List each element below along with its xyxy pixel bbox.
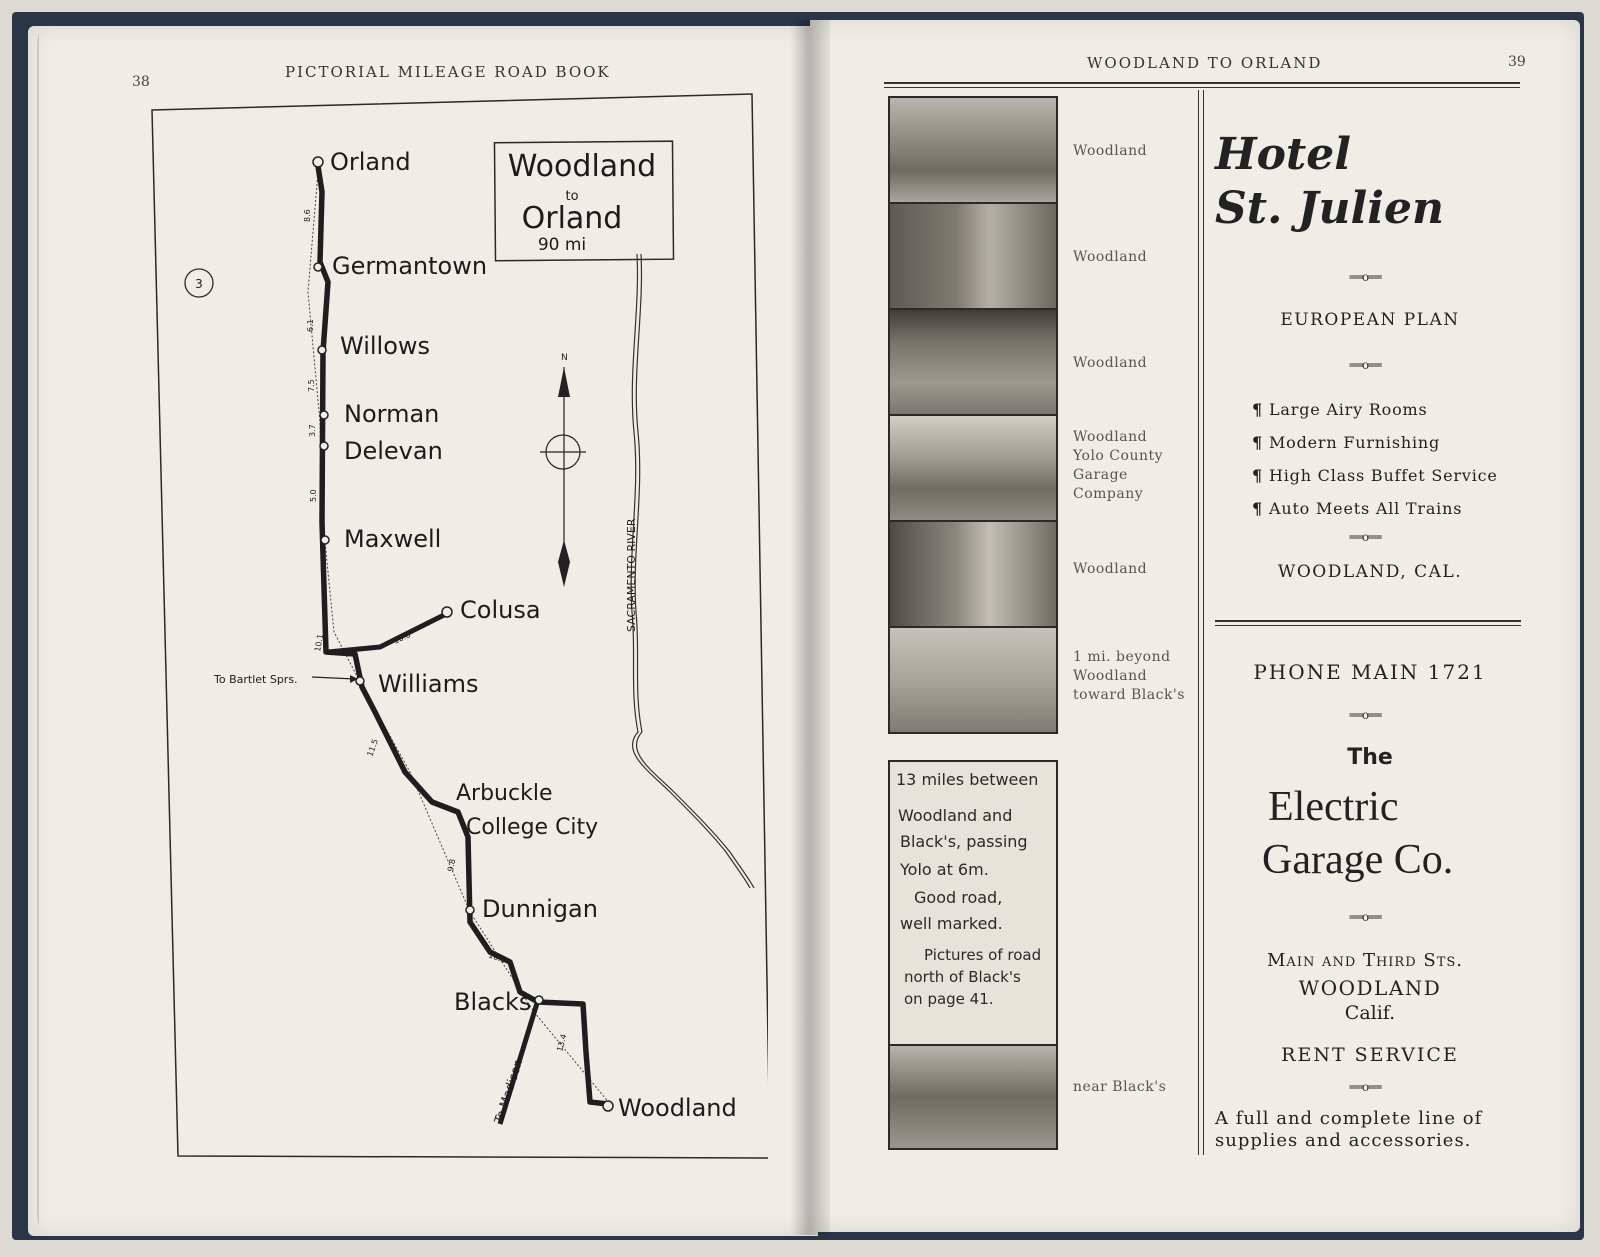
town-colusa: Colusa (460, 596, 541, 624)
hotel-feature: ¶ High Class Buffet Service (1252, 466, 1498, 485)
note-line: 13 miles between (896, 770, 1039, 789)
town-williams: Williams (378, 670, 479, 698)
town-blacks: Blacks (454, 988, 532, 1016)
mileage-label: 10.1 (313, 633, 326, 653)
page-number-left: 38 (132, 74, 150, 90)
note-line: Good road, (914, 888, 1003, 907)
mileage-label: 3.7 (308, 424, 317, 437)
note-line: Yolo at 6m. (900, 860, 989, 879)
note-line: well marked. (900, 914, 1003, 933)
town-arbuckle: Arbuckle (456, 781, 553, 806)
road-photo-5 (888, 520, 1058, 628)
garage-state: Calif. (1344, 1002, 1396, 1024)
ornament-divider: ══o══ (1349, 910, 1381, 924)
map-title-distance: 90 mi (537, 235, 587, 255)
town-germantown: Germantown (332, 252, 488, 280)
hotel-name-line2: St. Julien (1215, 183, 1444, 234)
hotel-location: WOODLAND, CAL. (1277, 562, 1463, 582)
bartlett-springs-label: To Bartlet Sprs. (214, 673, 298, 686)
route-map (150, 92, 768, 1160)
mileage-label: 6.1 (306, 319, 315, 332)
note-line: Pictures of road (924, 946, 1042, 964)
road-photo-1 (888, 96, 1058, 204)
note-line: on page 41. (904, 990, 994, 1008)
photo-caption: 1 mi. beyond Woodland toward Black's (1073, 649, 1185, 703)
compass-label: N (561, 353, 568, 363)
map-circle-number: 3 (195, 277, 203, 291)
garage-tagline-1: A full and complete line of (1215, 1108, 1483, 1129)
town-dunnigan: Dunnigan (482, 895, 598, 923)
photo-caption: Woodland Yolo County Garage Company (1073, 429, 1164, 502)
road-photo-3 (888, 308, 1058, 416)
road-photo-6 (888, 626, 1058, 734)
road-photo-4 (888, 414, 1058, 522)
garage-the: The (1347, 745, 1393, 770)
garage-address: Main and Third Sts. (1267, 950, 1463, 971)
note-line: north of Black's (904, 968, 1021, 986)
ornament-divider: ══o══ (1349, 270, 1381, 284)
page-number-right: 39 (1508, 54, 1526, 70)
ornament-divider: ══o══ (1349, 1080, 1381, 1094)
town-willows: Willows (340, 332, 431, 360)
hotel-name (1215, 128, 1455, 236)
hotel-plan: EUROPEAN PLAN (1280, 310, 1460, 330)
garage-service: RENT SERVICE (1281, 1044, 1459, 1066)
garage-name-line2: Garage Co. (1262, 837, 1454, 883)
garage-city: WOODLAND (1298, 976, 1442, 1000)
hotel-feature: ¶ Auto Meets All Trains (1252, 499, 1463, 518)
mileage-label: 10.6 (392, 630, 412, 646)
garage-phone: PHONE MAIN 1721 (1253, 660, 1487, 684)
mileage-label: 7.5 (307, 379, 316, 392)
photo-caption: Woodland (1073, 355, 1148, 371)
garage-tagline-2: supplies and accessories. (1215, 1130, 1472, 1151)
town-delevan: Delevan (344, 437, 443, 465)
mileage-label: 8.6 (303, 209, 312, 222)
header-rule (884, 82, 1520, 88)
route-note (888, 760, 1058, 1046)
map-drawing (150, 92, 768, 1160)
ornament-divider: ══o══ (1349, 708, 1381, 722)
town-orland: Orland (330, 148, 411, 176)
hotel-feature: ¶ Modern Furnishing (1252, 433, 1441, 452)
running-head-left: PICTORIAL MILEAGE ROAD BOOK (285, 63, 611, 81)
map-title-to-word: to (565, 189, 579, 204)
ad-divider-rule (1215, 620, 1521, 626)
mileage-label: 5.0 (309, 489, 318, 502)
photo-caption: near Black's (1073, 1079, 1167, 1095)
town-norman: Norman (344, 400, 440, 428)
ornament-divider: ══o══ (1349, 530, 1381, 544)
road-photo-7 (888, 1044, 1058, 1150)
note-line: Black's, passing (900, 832, 1028, 851)
map-title-from: Woodland (507, 149, 657, 184)
garage-name-line1: Electric (1268, 784, 1399, 830)
madison-label: To Madison (491, 1057, 526, 1125)
ornament-divider: ══o══ (1349, 358, 1381, 372)
road-photo-2 (888, 202, 1058, 310)
note-line: Woodland and (898, 806, 1013, 825)
photo-caption: Woodland (1073, 561, 1148, 577)
hotel-feature: ¶ Large Airy Rooms (1252, 400, 1428, 419)
photo-caption: Woodland (1073, 249, 1148, 265)
river-label: SACRAMENTO RIVER (625, 518, 638, 632)
page-edges (38, 34, 99, 1224)
town-maxwell: Maxwell (344, 525, 442, 553)
photo-caption: Woodland (1073, 143, 1148, 159)
mileage-label: 9.8 (446, 858, 458, 873)
map-title-to: Orland (521, 201, 623, 236)
book-gutter (790, 20, 830, 1235)
mileage-label: 13.4 (555, 1032, 569, 1053)
column-divider (1198, 90, 1204, 1155)
mileage-label: 11.5 (365, 737, 380, 758)
town-college-city: College City (466, 815, 599, 840)
hotel-name-line1: Hotel (1215, 129, 1351, 180)
running-head-right: WOODLAND TO ORLAND (1087, 54, 1323, 72)
mileage-label: 10.3 (487, 950, 508, 965)
town-woodland: Woodland (618, 1094, 737, 1122)
